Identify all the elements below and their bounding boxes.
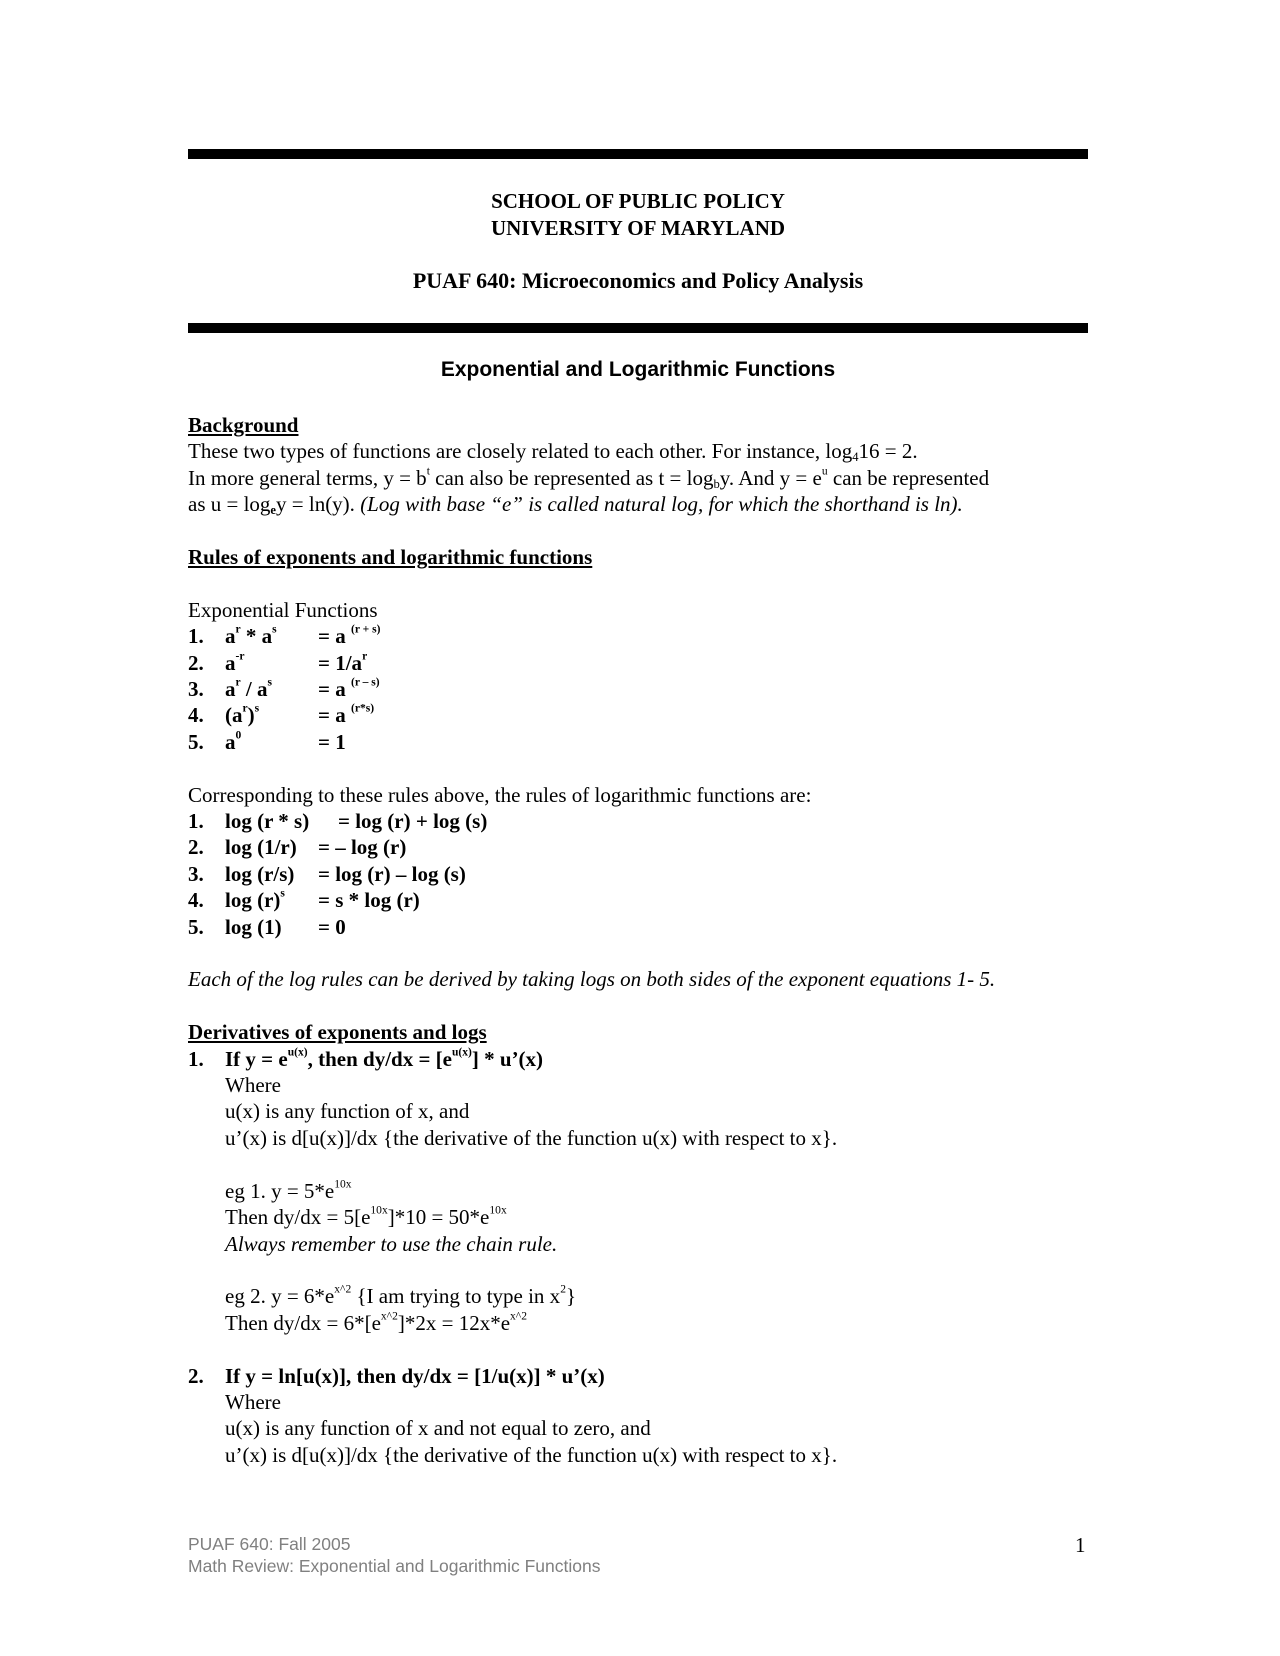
log-rule-row: 1. log (r * s) = log (r) + log (s) [188,809,488,834]
where-line: u’(x) is d[u(x)]/dx {the derivative of the function u(x) with respect to x}. [225,1442,838,1467]
document-page [188,0,1088,1656]
page-number: 1 [1075,1533,1086,1557]
footer-course: PUAF 640: Fall 2005 [188,1534,351,1554]
derivatives-heading: Derivatives of exponents and logs [188,1020,487,1045]
where-line: u’(x) is d[u(x)]/dx {the derivative of the function u(x) with respect to x}. [225,1125,838,1150]
log-rule-row: 3. log (r/s) = log (r) – log (s) [188,861,466,886]
where-line: u(x) is any function of x and not equal to zero, and [225,1416,651,1441]
page-footer [188,1533,600,1577]
example-2-solution: Then $dy/dx = 6*[e^{x\^{}2}]*2x = 12x*e^{x\^{}2}$ [225,1310,527,1335]
where-label: Where [225,1389,281,1414]
course-title: PUAF 640: Microeconomics and Policy Analysis [412,268,864,293]
exp-rule-row: 4. $(a^r)^s$ = a $^{(r*s)}$ [188,703,375,728]
derivative-rule-1: 1. If $y = e^{u(x)}$, then $dy/dx = [e^{u(x)}]$ * u’(x) [188,1046,544,1071]
where-label: Where [225,1073,281,1098]
log-rules-intro: Corresponding to these rules above, the rules of logarithmic functions are: [188,782,812,807]
log-rule-row: 2. log (1/r) = – log (r) [188,835,407,860]
exponential-label: Exponential Functions [188,597,378,622]
exp-rule-row: 2. $a^{-r}$ = $1/a^r$ [188,650,368,675]
document-title: Exponential and Logarithmic Functions [440,358,836,381]
example-1-solution: Then $dy/dx = 5[e^{10x}]*10 = 50*e^{10x}$ [225,1204,507,1230]
example-2: eg 2. $y = 6*e^{x\^{}2}$ {I am trying to type in $x^2$} [225,1283,577,1309]
background-line-3: as $u = \log_ey = \ln(y)$. (Log with base “e” is called natural log, for which the shorthand is ln). [188,492,963,518]
background-line-2: In more general terms, $y = b^t$ can also be represented as $t = \log_by$. And $y = e^u$ can be represented [188,465,990,491]
where-line: u(x) is any function of x, and [225,1099,470,1124]
chain-rule-note: Always remember to use the chain rule. [225,1231,558,1256]
exp-rule-row: 3. $a^r / a^s$ = a $^{(r - s)}$ [188,676,380,702]
footer-topic: Math Review: Exponential and Logarithmic Functions [188,1556,601,1576]
exp-rule-row: 5. $a^0$ = 1 [188,729,346,754]
rules-heading: Rules of exponents and logarithmic functions [188,545,593,570]
university-name: UNIVERSITY OF MARYLAND [490,216,786,240]
institution-header [188,188,1088,242]
example-1: eg 1. $y = 5*e^{10x}$ [225,1178,352,1203]
background-line-1: These two types of functions are closely related to each other. For instance, $\log_416 = 2$. [188,439,918,465]
bottom-rule [188,323,1088,333]
top-rule [188,149,1088,159]
document-body [188,412,1088,1468]
log-rule-row: 4. $\log (r)^s$ = s * log (r) [188,887,420,913]
school-name: SCHOOL OF PUBLIC POLICY [491,189,785,213]
exp-rule-row: 1. $a^r * a^s$ = a $^{(r + s)}$ [188,623,381,649]
log-rule-row: 5. log (1) = 0 [188,914,346,939]
derivative-rule-2: 2. If y = ln[u(x)], then dy/dx = [1/u(x)] * u’(x) [188,1363,605,1388]
background-heading: Background [188,413,299,437]
log-rules-note: Each of the log rules can be derived by taking logs on both sides of the exponent equations 1- 5. [188,967,996,992]
